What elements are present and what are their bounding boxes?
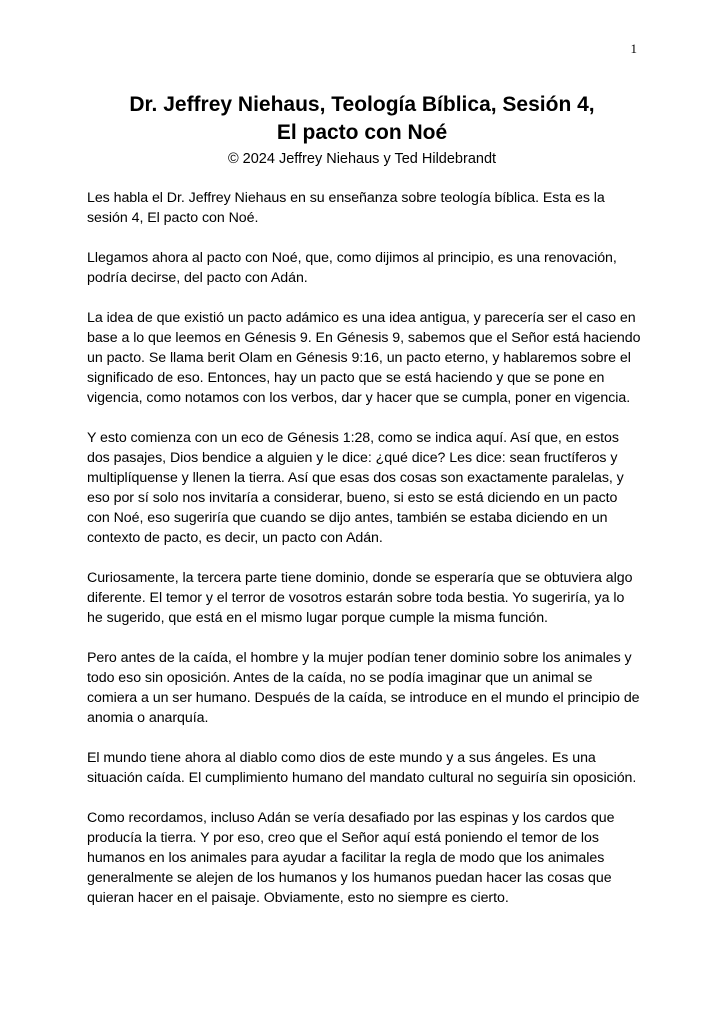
paragraph: Y esto comienza con un eco de Génesis 1:28, como se indica aquí. Así que, en estos dos pasajes, Dios bendice a alguien y le dice: ¿qué dice? Les dice: sean fructíferos y multiplíquense y llenen la tierra. Así que esas dos cosas son exactamente paralelas, y eso por sí solo nos invitaría a considerar, bueno, si esto se está diciendo en un pacto con Noé, eso sugeriría que cuando se dijo antes, también se estaba diciendo en un contexto de pacto, es decir, un pacto con Adán. (87, 430, 624, 546)
document-header (0, 91, 724, 169)
copyright-notice: © 2024 Jeffrey Niehaus y Ted Hildebrandt (227, 151, 497, 167)
paragraph: El mundo tiene ahora al diablo como dios de este mundo y a sus ángeles. Es una situación caída. El cumplimiento humano del mandato cultural no seguiría sin oposición. (87, 750, 637, 786)
paragraph: Pero antes de la caída, el hombre y la mujer podían tener dominio sobre los animales y todo eso sin oposición. Antes de la caída, no se podía imaginar que un animal se comiera a un ser humano. Después de la caída, se introduce en el mundo el principio de anomia o anarquía. (87, 650, 640, 726)
paragraph: Les habla el Dr. Jeffrey Niehaus en su enseñanza sobre teología bíblica. Esta es la sesión 4, El pacto con Noé. (87, 190, 605, 226)
title-line-2: El pacto con Noé (276, 121, 448, 144)
paragraph: Llegamos ahora al pacto con Noé, que, como dijimos al principio, es una renovación, podría decirse, del pacto con Adán. (87, 250, 617, 286)
paragraph: Curiosamente, la tercera parte tiene dominio, donde se esperaría que se obtuviera algo diferente. El temor y el terror de vosotros estarán sobre toda bestia. Yo sugeriría, ya lo he sugerido, que está en el mismo lugar porque cumple la misma función. (87, 570, 633, 626)
paragraph: Como recordamos, incluso Adán se vería desafiado por las espinas y los cardos que producía la tierra. Y por eso, creo que el Señor aquí está poniendo el temor de los humanos en los animales para ayudar a facilitar la regla de modo que los animales generalmente se alejen de los humanos y los humanos puedan hacer las cosas que quieran hacer en el paisaje. Obviamente, esto no siempre es cierto. (87, 810, 615, 906)
paragraph: La idea de que existió un pacto adámico es una idea antigua, y parecería ser el caso en base a lo que leemos en Génesis 9. En Génesis 9, sabemos que el Señor está haciendo un pacto. Se llama berit Olam en Génesis 9:16, un pacto eterno, y hablaremos sobre el significado de eso. Entonces, hay un pacto que se está haciendo y que se pone en vigencia, como notamos con los verbos, dar y hacer que se cumpla, poner en vigencia. (87, 310, 641, 406)
title-line-1: Dr. Jeffrey Niehaus, Teología Bíblica, Sesión 4, (129, 93, 595, 116)
document-body (87, 188, 643, 928)
document-title (0, 91, 724, 147)
page-number: 1 (630, 41, 637, 56)
